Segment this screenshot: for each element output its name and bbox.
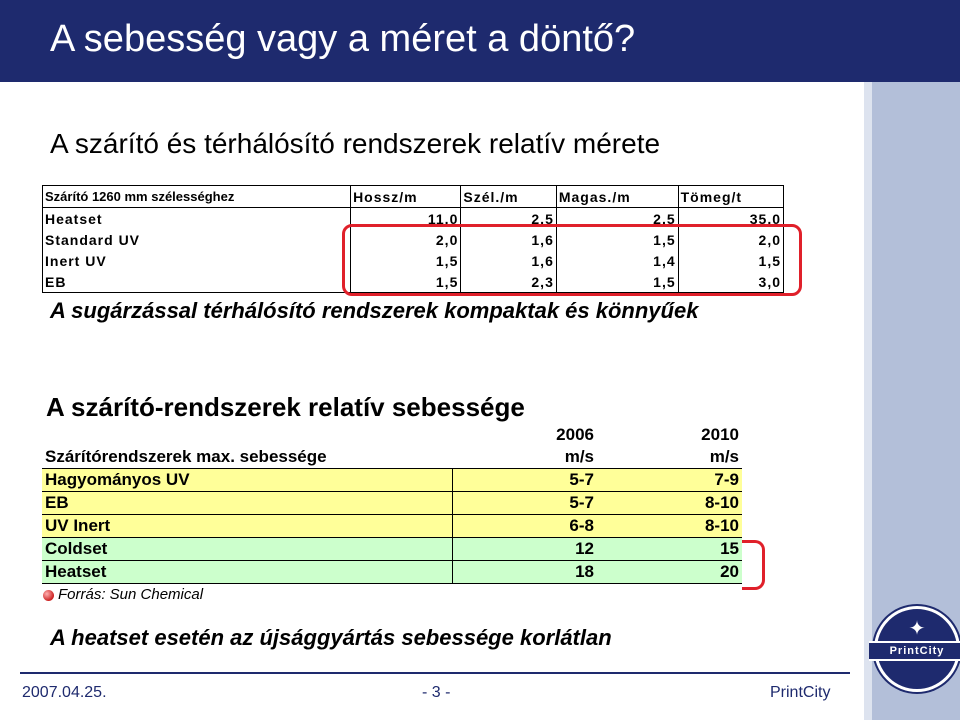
cell: 6-8	[452, 515, 597, 538]
size-header-name: Szárító 1260 mm szélességhez	[43, 186, 351, 208]
cell: 12	[452, 538, 597, 561]
cell: 5-7	[452, 469, 597, 492]
table-row	[42, 515, 742, 538]
speed-section-title: A szárító-rendszerek relatív sebessége	[46, 392, 525, 422]
cell: 2,0	[351, 229, 461, 250]
cell: 1,6	[461, 229, 557, 250]
cell: 1,5	[351, 250, 461, 271]
row-name: Coldset	[42, 538, 452, 561]
cell: 15	[597, 538, 742, 561]
cell: 18	[452, 561, 597, 584]
cell: 8-10	[597, 515, 742, 538]
table-row	[42, 561, 742, 584]
cell: 2,3	[461, 271, 557, 293]
cell: 1,4	[556, 250, 678, 271]
size-header-weight: Tömeg/t	[678, 186, 783, 208]
cell: 35,0	[678, 208, 783, 230]
title-bar	[0, 0, 960, 82]
footer-divider	[20, 672, 850, 674]
size-header-height: Magas./m	[556, 186, 678, 208]
size-header-length: Hossz/m	[351, 186, 461, 208]
cell: 7-9	[597, 469, 742, 492]
compact-note: A sugárzással térhálósító rendszerek kompaktak és könnyűek	[50, 298, 699, 323]
cell: 3,0	[678, 271, 783, 293]
side-strip-light	[864, 82, 872, 720]
section-title: A szárító és térhálósító rendszerek relatív mérete	[50, 128, 661, 159]
size-table-header	[43, 186, 784, 208]
table-row	[42, 492, 742, 515]
cell: 2,0	[678, 229, 783, 250]
cell: 8-10	[597, 492, 742, 515]
cell: 2,5	[461, 208, 557, 230]
speed-header-row	[42, 446, 742, 469]
table-row	[42, 538, 742, 561]
year-2006: 2006	[452, 424, 597, 446]
row-name: Hagyományos UV	[42, 469, 452, 492]
conclusion: A heatset esetén az újsággyártás sebessége korlátlan	[50, 625, 612, 650]
source-text: Forrás: Sun Chemical	[58, 586, 204, 603]
row-name: Heatset	[42, 561, 452, 584]
row-name: Standard UV	[43, 229, 351, 250]
cell: 11,0	[351, 208, 461, 230]
size-header-width: Szél./m	[461, 186, 557, 208]
highlight-box-size	[342, 224, 802, 296]
star-icon: ✦	[908, 618, 926, 640]
unit-2006: m/s	[452, 446, 597, 469]
bullet-icon	[43, 590, 54, 601]
row-name: EB	[42, 492, 452, 515]
footer-page: - 3 -	[422, 684, 451, 701]
highlight-box-speed	[742, 540, 765, 590]
row-name: Heatset	[43, 208, 351, 230]
logo-text: PrintCity	[869, 641, 960, 661]
cell: 5-7	[452, 492, 597, 515]
row-name: UV Inert	[42, 515, 452, 538]
cell: 1,5	[351, 271, 461, 293]
cell: 2,5	[556, 208, 678, 230]
footer-brand: PrintCity	[770, 684, 831, 701]
cell: 1,6	[461, 250, 557, 271]
row-name: EB	[43, 271, 351, 293]
cell: 1,5	[556, 229, 678, 250]
slide-title: A sebesség vagy a méret a döntő?	[50, 18, 636, 60]
printcity-logo	[874, 606, 960, 692]
cell: 1,5	[556, 271, 678, 293]
source-note	[58, 586, 203, 603]
unit-2010: m/s	[597, 446, 742, 469]
cell: 1,5	[678, 250, 783, 271]
speed-table	[42, 424, 742, 584]
year-2010: 2010	[597, 424, 742, 446]
speed-year-row	[42, 424, 742, 446]
footer-date: 2007.04.25.	[22, 684, 107, 701]
speed-header-label: Szárítórendszerek max. sebessége	[42, 446, 452, 469]
table-row	[42, 469, 742, 492]
row-name: Inert UV	[43, 250, 351, 271]
cell: 20	[597, 561, 742, 584]
